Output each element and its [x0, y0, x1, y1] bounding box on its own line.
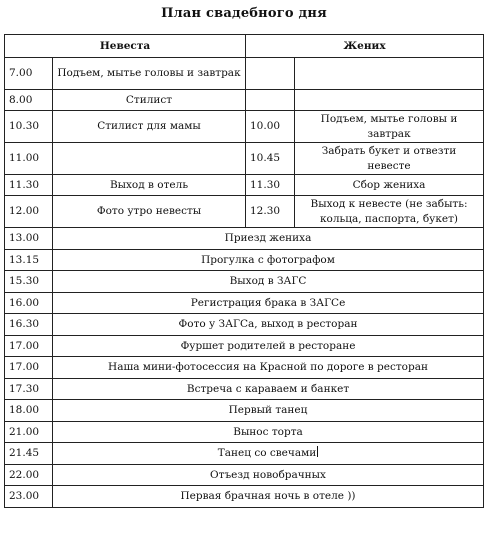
wedding-plan-table: [4, 34, 484, 508]
table-row: [5, 400, 484, 422]
common-event-cell[interactable]: Вынос торта: [53, 421, 484, 443]
common-time-cell[interactable]: 16.00: [5, 292, 53, 314]
common-time-cell[interactable]: 15.30: [5, 271, 53, 293]
header-bride: Невеста: [5, 35, 246, 58]
common-event-cell[interactable]: Фуршет родителей в ресторане: [53, 335, 484, 357]
table-row: [5, 90, 484, 111]
common-event-cell[interactable]: Выход в ЗАГС: [53, 271, 484, 293]
table-row: [5, 486, 484, 508]
common-time-cell[interactable]: 17.00: [5, 357, 53, 379]
groom-time-cell[interactable]: 11.30: [246, 175, 295, 196]
common-time-cell[interactable]: 17.30: [5, 378, 53, 400]
table-row: [5, 421, 484, 443]
text-cursor: [317, 446, 318, 457]
groom-time-cell[interactable]: 10.00: [246, 111, 295, 143]
groom-time-cell[interactable]: [246, 90, 295, 111]
table-row: [5, 335, 484, 357]
table-row: [5, 58, 484, 90]
bride-time-cell[interactable]: 7.00: [5, 58, 53, 90]
bride-event-cell[interactable]: Выход в отель: [53, 175, 246, 196]
common-event-cell[interactable]: Первый танец: [53, 400, 484, 422]
bride-event-cell[interactable]: Подъем, мытье головы и завтрак: [53, 58, 246, 90]
common-event-cell[interactable]: Встреча с караваем и банкет: [53, 378, 484, 400]
document-title: План свадебного дня: [161, 6, 327, 21]
groom-event-cell[interactable]: Выход к невесте (не забыть: кольца, паспорта, букет): [295, 196, 484, 228]
table-row: [5, 228, 484, 250]
table-row: [5, 314, 484, 336]
table-row: [5, 196, 484, 228]
common-time-cell[interactable]: 18.00: [5, 400, 53, 422]
groom-event-cell[interactable]: [295, 90, 484, 111]
table-header-row: [5, 35, 484, 58]
common-time-cell[interactable]: 13.15: [5, 249, 53, 271]
groom-event-cell[interactable]: Забрать букет и отвезти невесте: [295, 143, 484, 175]
bride-time-cell[interactable]: 8.00: [5, 90, 53, 111]
bride-time-cell[interactable]: 12.00: [5, 196, 53, 228]
common-event-cell[interactable]: Прогулка с фотографом: [53, 249, 484, 271]
groom-event-cell[interactable]: Подъем, мытье головы и завтрак: [295, 111, 484, 143]
bride-event-cell[interactable]: [53, 143, 246, 175]
table-row: [5, 271, 484, 293]
groom-event-cell[interactable]: Сбор жениха: [295, 175, 484, 196]
bride-event-cell[interactable]: Стилист для мамы: [53, 111, 246, 143]
common-event-cell[interactable]: Регистрация брака в ЗАГСе: [53, 292, 484, 314]
groom-time-cell[interactable]: 10.45: [246, 143, 295, 175]
common-time-cell[interactable]: 22.00: [5, 464, 53, 486]
common-time-cell[interactable]: 17.00: [5, 335, 53, 357]
common-event-cell-active[interactable]: [53, 443, 484, 465]
groom-time-cell[interactable]: 12.30: [246, 196, 295, 228]
bride-event-cell[interactable]: Стилист: [53, 90, 246, 111]
table-row: [5, 443, 484, 465]
table-row: [5, 378, 484, 400]
table-row: [5, 175, 484, 196]
table-row: [5, 249, 484, 271]
table-row: [5, 292, 484, 314]
bride-time-cell[interactable]: 10.30: [5, 111, 53, 143]
table-row: [5, 464, 484, 486]
common-time-cell[interactable]: 23.00: [5, 486, 53, 508]
common-time-cell[interactable]: 21.00: [5, 421, 53, 443]
groom-time-cell[interactable]: [246, 58, 295, 90]
table-row: [5, 143, 484, 175]
common-time-cell[interactable]: 16.30: [5, 314, 53, 336]
header-groom: Жених: [246, 35, 484, 58]
groom-event-cell[interactable]: [295, 58, 484, 90]
bride-time-cell[interactable]: 11.30: [5, 175, 53, 196]
table-row: [5, 111, 484, 143]
table-row: [5, 357, 484, 379]
common-time-cell[interactable]: 13.00: [5, 228, 53, 250]
bride-event-cell[interactable]: Фото утро невесты: [53, 196, 246, 228]
common-event-cell[interactable]: Приезд жениха: [53, 228, 484, 250]
common-event-text: Танец со свечами: [217, 447, 317, 460]
common-event-cell[interactable]: Отъезд новобрачных: [53, 464, 484, 486]
common-event-cell[interactable]: Наша мини-фотосессия на Красной по дороге в ресторан: [53, 357, 484, 379]
common-time-cell[interactable]: 21.45: [5, 443, 53, 465]
common-event-cell[interactable]: Первая брачная ночь в отеле )): [53, 486, 484, 508]
bride-time-cell[interactable]: 11.00: [5, 143, 53, 175]
common-event-cell[interactable]: Фото у ЗАГСа, выход в ресторан: [53, 314, 484, 336]
